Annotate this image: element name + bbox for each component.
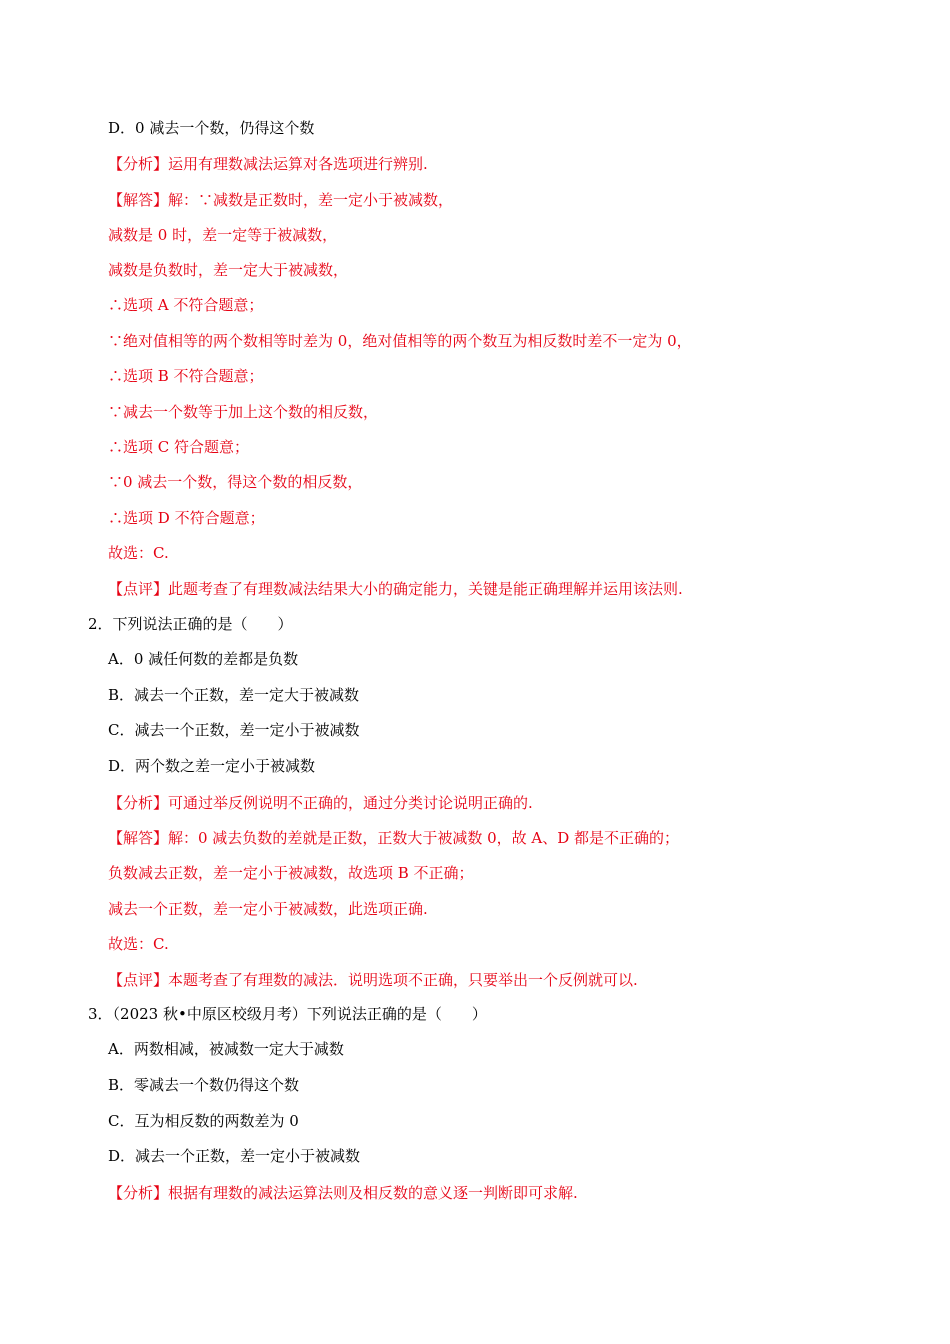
- comment: 【点评】此题考查了有理数减法结果大小的确定能力，关键是能正确理解并运用该法则.: [108, 580, 683, 598]
- analysis: 【分析】运用有理数减法运算对各选项进行辨别.: [108, 155, 428, 173]
- option-c: C．互为相反数的两数差为 0: [108, 1112, 299, 1130]
- answer-line: 减数是负数时，差一定大于被减数，: [108, 261, 349, 279]
- option-a: A．0 减任何数的差都是负数: [108, 650, 299, 668]
- answer-line: ∵0 减去一个数，得这个数的相反数，: [108, 473, 363, 491]
- analysis: 【分析】可通过举反例说明不正确的，通过分类讨论说明正确的.: [108, 794, 533, 812]
- answer-line: 【解答】解：∵减数是正数时，差一定小于被减数，: [108, 191, 454, 209]
- answer-line: 负数减去正数，差一定小于被减数，故选项 B 不正确；: [108, 864, 474, 882]
- answer-line: ∴选项 C 符合题意；: [108, 438, 250, 456]
- answer-line: ∴选项 A 不符合题意；: [108, 296, 264, 314]
- answer-line: ∵绝对值相等的两个数相等时差为 0，绝对值相等的两个数互为相反数时差不一定为 0，: [108, 332, 692, 350]
- question-stem: 2．下列说法正确的是（ ）: [88, 615, 293, 633]
- option-d: D．0 减去一个数，仍得这个数: [108, 119, 315, 137]
- comment: 【点评】本题考查了有理数的减法．说明选项不正确，只要举出一个反例就可以.: [108, 971, 638, 989]
- option-d: D．减去一个正数，差一定小于被减数: [108, 1147, 361, 1165]
- answer-line: ∴选项 B 不符合题意；: [108, 367, 264, 385]
- option-a: A．两数相减，被减数一定大于减数: [108, 1040, 344, 1058]
- option-c: C．减去一个正数，差一定小于被减数: [108, 721, 360, 739]
- answer-line: 故选：C.: [108, 544, 169, 562]
- answer-line: 减去一个正数，差一定小于被减数，此选项正确.: [108, 900, 428, 918]
- answer-line: ∴选项 D 不符合题意；: [108, 509, 265, 527]
- option-d: D．两个数之差一定小于被减数: [108, 757, 316, 775]
- option-b: B．零减去一个数仍得这个数: [108, 1076, 300, 1094]
- question-stem: 3．（2023 秋•中原区校级月考）下列说法正确的是（ ）: [88, 1005, 487, 1023]
- analysis: 【分析】根据有理数的减法运算法则及相反数的意义逐一判断即可求解.: [108, 1184, 578, 1202]
- answer-line: 【解答】解：0 减去负数的差就是正数，正数大于被减数 0，故 A、D 都是不正确的；: [108, 829, 680, 847]
- option-b: B．减去一个正数，差一定大于被减数: [108, 686, 360, 704]
- answer-line: ∵减去一个数等于加上这个数的相反数，: [108, 403, 379, 421]
- answer-line: 减数是 0 时，差一定等于被减数，: [108, 226, 338, 244]
- answer-line: 故选：C.: [108, 935, 169, 953]
